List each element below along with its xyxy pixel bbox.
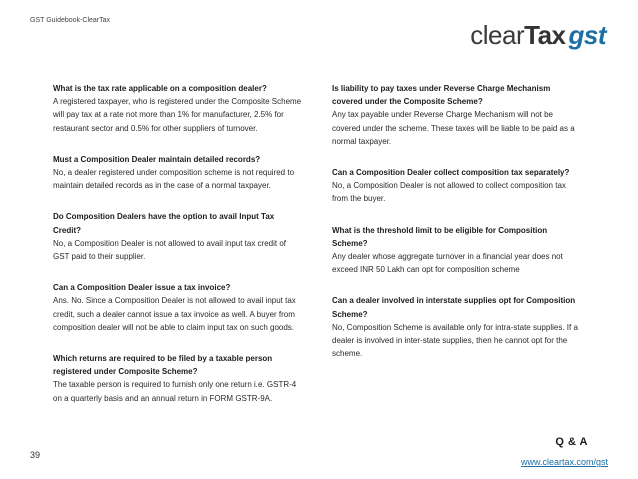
question: Must a Composition Dealer maintain detailed records?: [53, 154, 261, 164]
qa-item: [332, 166, 582, 206]
qa-item: [53, 281, 303, 334]
section-title: Q & A: [555, 436, 588, 448]
answer: No, a Composition Dealer is not allowed to collect composition tax from the buyer.: [332, 181, 566, 204]
qa-item: [53, 210, 303, 263]
answer: Any dealer whose aggregate turnover in a financial year does not exceed INR 50 Lakh can opt for composition scheme: [332, 252, 563, 275]
qa-item: [53, 352, 303, 405]
answer: Any tax payable under Reverse Charge Mechanism will not be covered under the scheme. These taxes will be liable to be paid as a normal taxpayer.: [332, 110, 575, 146]
logo-tax-text: Tax: [524, 20, 566, 50]
qa-item: [332, 82, 582, 148]
page-number: 39: [30, 450, 41, 460]
question: What is the tax rate applicable on a composition dealer?: [53, 84, 267, 93]
guide-title: GST Guidebook-ClearTax: [30, 17, 111, 24]
answer: No, a Composition Dealer is not allowed to avail input tax credit of GST paid to their supplier.: [53, 238, 287, 262]
cleartax-gst-logo: [470, 22, 606, 48]
qa-item: [332, 224, 582, 277]
answer: No, a dealer registered under composition scheme is not required to maintain detailed records as in the case of a normal taxpayer.: [53, 168, 295, 191]
answer: A registered taxpayer, who is registered under the Composite Scheme will pay tax at a rate not more than 1% for manufacturer, 2.5% for restaurant sector and 0.5% for other suppliers of turnover.: [53, 97, 302, 133]
cleartax-gst-link[interactable]: www.cleartax.com/gst: [520, 457, 608, 467]
question: Is liability to pay taxes under Reverse Charge Mechanism covered under the Composite Scheme?: [332, 84, 551, 107]
question: What is the threshold limit to be eligible for Composition Scheme?: [332, 225, 548, 248]
answer: Ans. No. Since a Composition Dealer is not allowed to avail input tax credit, such a dealer cannot issue a tax invoice as well. A buyer from composition dealer will not be able to claim input tax on such goods.: [53, 296, 296, 332]
question: Can a Composition Dealer collect composition tax separately?: [332, 168, 570, 178]
question: Can a Composition Dealer issue a tax invoice?: [53, 283, 231, 293]
logo-clear-text: clear: [470, 20, 525, 50]
question: Which returns are required to be filed by a taxable person registered under Composite Scheme?: [53, 354, 273, 377]
question: Do Composition Dealers have the option to avail Input Tax Credit?: [53, 212, 275, 235]
left-qa-column: [53, 82, 303, 423]
qa-item: [332, 294, 582, 360]
right-qa-column: [332, 82, 582, 378]
question: Can a dealer involved in interstate supplies opt for Composition Scheme?: [332, 296, 576, 319]
qa-item: [53, 82, 303, 135]
answer: The taxable person is required to furnish only one return i.e. GSTR-4 on a quarterly basis and an annual return in FORM GSTR-9A.: [53, 380, 297, 403]
logo-gst-text: gst: [568, 20, 606, 50]
qa-item: [53, 153, 303, 193]
answer: No, Composition Scheme is available only for intra-state supplies. If a dealer is involved in inter-state supplies, then he cannot opt for the scheme.: [332, 322, 578, 359]
